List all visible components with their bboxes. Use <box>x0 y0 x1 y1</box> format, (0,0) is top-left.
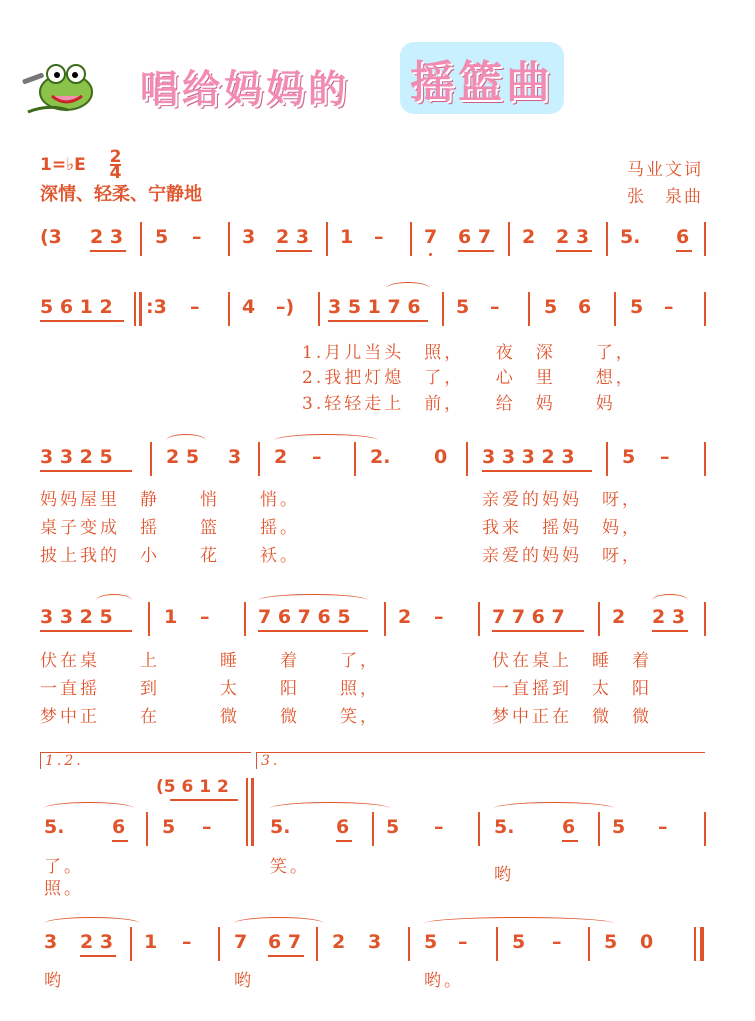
note: 5 <box>155 226 169 248</box>
note: 3 <box>44 931 58 953</box>
note: 6 <box>578 296 592 318</box>
note: 0 <box>640 931 654 953</box>
key-main: 1=♭E <box>40 155 86 175</box>
note: – <box>182 931 192 953</box>
note: – <box>312 446 322 468</box>
note: 2 <box>332 931 346 953</box>
time-bottom: 4 <box>109 163 122 183</box>
note: 5 <box>604 931 618 953</box>
tempo-marking: 深情、轻柔、宁静地 <box>40 184 202 205</box>
note: 2. <box>370 446 391 468</box>
time-top: 2 <box>109 147 122 167</box>
note: 5. <box>270 816 291 838</box>
note: – <box>434 606 444 628</box>
score-row-5 <box>0 810 755 850</box>
lyric-verse1-line2b: 亲爱的妈妈 呀， <box>482 490 642 510</box>
note: 1 <box>164 606 178 628</box>
composer-credit: 张 泉曲 <box>627 187 703 207</box>
lyric-end-verse1: 了。 <box>44 857 84 877</box>
note: 2 5 <box>166 446 200 468</box>
note: 2 <box>274 446 288 468</box>
note: 5 <box>622 446 636 468</box>
time-signature <box>109 147 122 183</box>
note: 5 <box>544 296 558 318</box>
note: (5 6 1 2 <box>156 777 229 797</box>
lyric-verse1-line3b: 伏在桌上 睡 着 <box>492 651 652 671</box>
lyric-hum-1: 哟 <box>494 865 514 885</box>
note: 6 7 <box>268 931 302 953</box>
frog-mascot-icon <box>18 58 98 118</box>
note: 2 <box>522 226 536 248</box>
volta-first-label: 1.2. <box>45 753 84 769</box>
note: 6 <box>676 226 690 248</box>
note: – <box>192 226 202 248</box>
lyricist-credit: 马业文词 <box>627 160 703 180</box>
lyric-verse3-line3b: 梦中正在 微 微 <box>492 707 652 727</box>
note: – <box>434 816 444 838</box>
note: 6 7 <box>458 226 492 248</box>
note: 5 <box>162 816 176 838</box>
note: – <box>458 931 468 953</box>
note: 6 <box>562 816 576 838</box>
note: 2 3 <box>556 226 590 248</box>
note: 5 <box>386 816 400 838</box>
note: 3 3 2 5 <box>40 446 113 468</box>
note: 7 7 6 7 <box>492 606 565 628</box>
note: 5. <box>494 816 515 838</box>
key-signature <box>40 147 122 183</box>
lyric-verse3-line2: 披上我的 小 花 袄。 <box>40 546 300 566</box>
lyric-hum-2: 哟 <box>44 971 64 991</box>
note: 2 <box>612 606 626 628</box>
note: 7 <box>234 931 248 953</box>
note: 6 <box>336 816 350 838</box>
volta-first <box>40 752 251 769</box>
note: 0 <box>434 446 448 468</box>
note: 5. <box>44 816 65 838</box>
lyric-verse3-line2b: 亲爱的妈妈 呀， <box>482 546 642 566</box>
note: 3 <box>228 446 242 468</box>
lyric-verse1-line1: 1.月儿当头 照， 夜 深 了， <box>302 343 636 363</box>
score-row-3 <box>0 440 755 480</box>
note: – <box>660 446 670 468</box>
lyric-verse2-line1: 2.我把灯熄 了， 心 里 想， <box>302 368 636 388</box>
note: 4 <box>242 296 256 318</box>
song-title-part1: 唱给妈妈的 <box>140 67 351 111</box>
score-row-2 <box>0 290 755 330</box>
note: :3 <box>146 296 167 318</box>
note: – <box>202 816 212 838</box>
note: 1 <box>340 226 354 248</box>
lyric-verse2-line2: 桌子变成 摇 篮 摇。 <box>40 518 300 538</box>
lyric-end-verse3: 笑。 <box>270 857 310 877</box>
note: – <box>658 816 668 838</box>
note: 7 6 7 6 5 <box>258 606 351 628</box>
note: 2 <box>398 606 412 628</box>
lyric-verse1-line3: 伏在桌 上 睡 着 了， <box>40 651 380 671</box>
note: 7 <box>424 226 438 248</box>
note: 5 <box>612 816 626 838</box>
note: 3 <box>368 931 382 953</box>
note: 2 3 <box>276 226 310 248</box>
note: – <box>374 226 384 248</box>
note: 2 3 <box>90 226 124 248</box>
note: 3 5 1 7 6 <box>328 296 421 318</box>
note: 3 <box>242 226 256 248</box>
note: – <box>552 931 562 953</box>
lyric-verse2-line3: 一直摇 到 太 阳 照， <box>40 679 380 699</box>
lyric-verse2-line2b: 我来 摇妈 妈， <box>482 518 642 538</box>
lyric-hum-3: 哟 <box>234 971 254 991</box>
note: – <box>490 296 500 318</box>
note: 3 3 3 2 3 <box>482 446 575 468</box>
score-row-4 <box>0 600 755 640</box>
note: 5 <box>630 296 644 318</box>
score-row-6 <box>0 925 755 965</box>
lyric-verse2-line3b: 一直摇到 太 阳 <box>492 679 652 699</box>
note: 5. <box>620 226 641 248</box>
note: –) <box>276 296 295 318</box>
lyric-hum-4: 哟。 <box>424 971 464 991</box>
lyric-end-verse2: 照。 <box>44 879 84 899</box>
score-row-1 <box>0 220 755 260</box>
song-title-part2: 摇篮曲 <box>400 42 564 114</box>
lyric-verse1-line2: 妈妈屋里 静 悄 悄。 <box>40 490 300 510</box>
note: 5 <box>456 296 470 318</box>
lyric-verse3-line1: 3.轻轻走上 前， 给 妈 妈 <box>302 394 616 414</box>
volta-third <box>256 752 705 769</box>
note: 2 3 <box>652 606 686 628</box>
lyric-verse3-line3: 梦中正 在 微 微 笑， <box>40 707 380 727</box>
note: 5 6 1 2 <box>40 296 113 318</box>
note: – <box>664 296 674 318</box>
note: 6 <box>112 816 126 838</box>
note: 5 <box>512 931 526 953</box>
note: 1 <box>144 931 158 953</box>
note: 3 3 2 5 <box>40 606 113 628</box>
note: – <box>190 296 200 318</box>
volta-third-label: 3. <box>261 753 281 769</box>
note: – <box>200 606 210 628</box>
note: 2 3 <box>80 931 114 953</box>
note: 5 <box>424 931 438 953</box>
note: (3 <box>40 226 62 248</box>
